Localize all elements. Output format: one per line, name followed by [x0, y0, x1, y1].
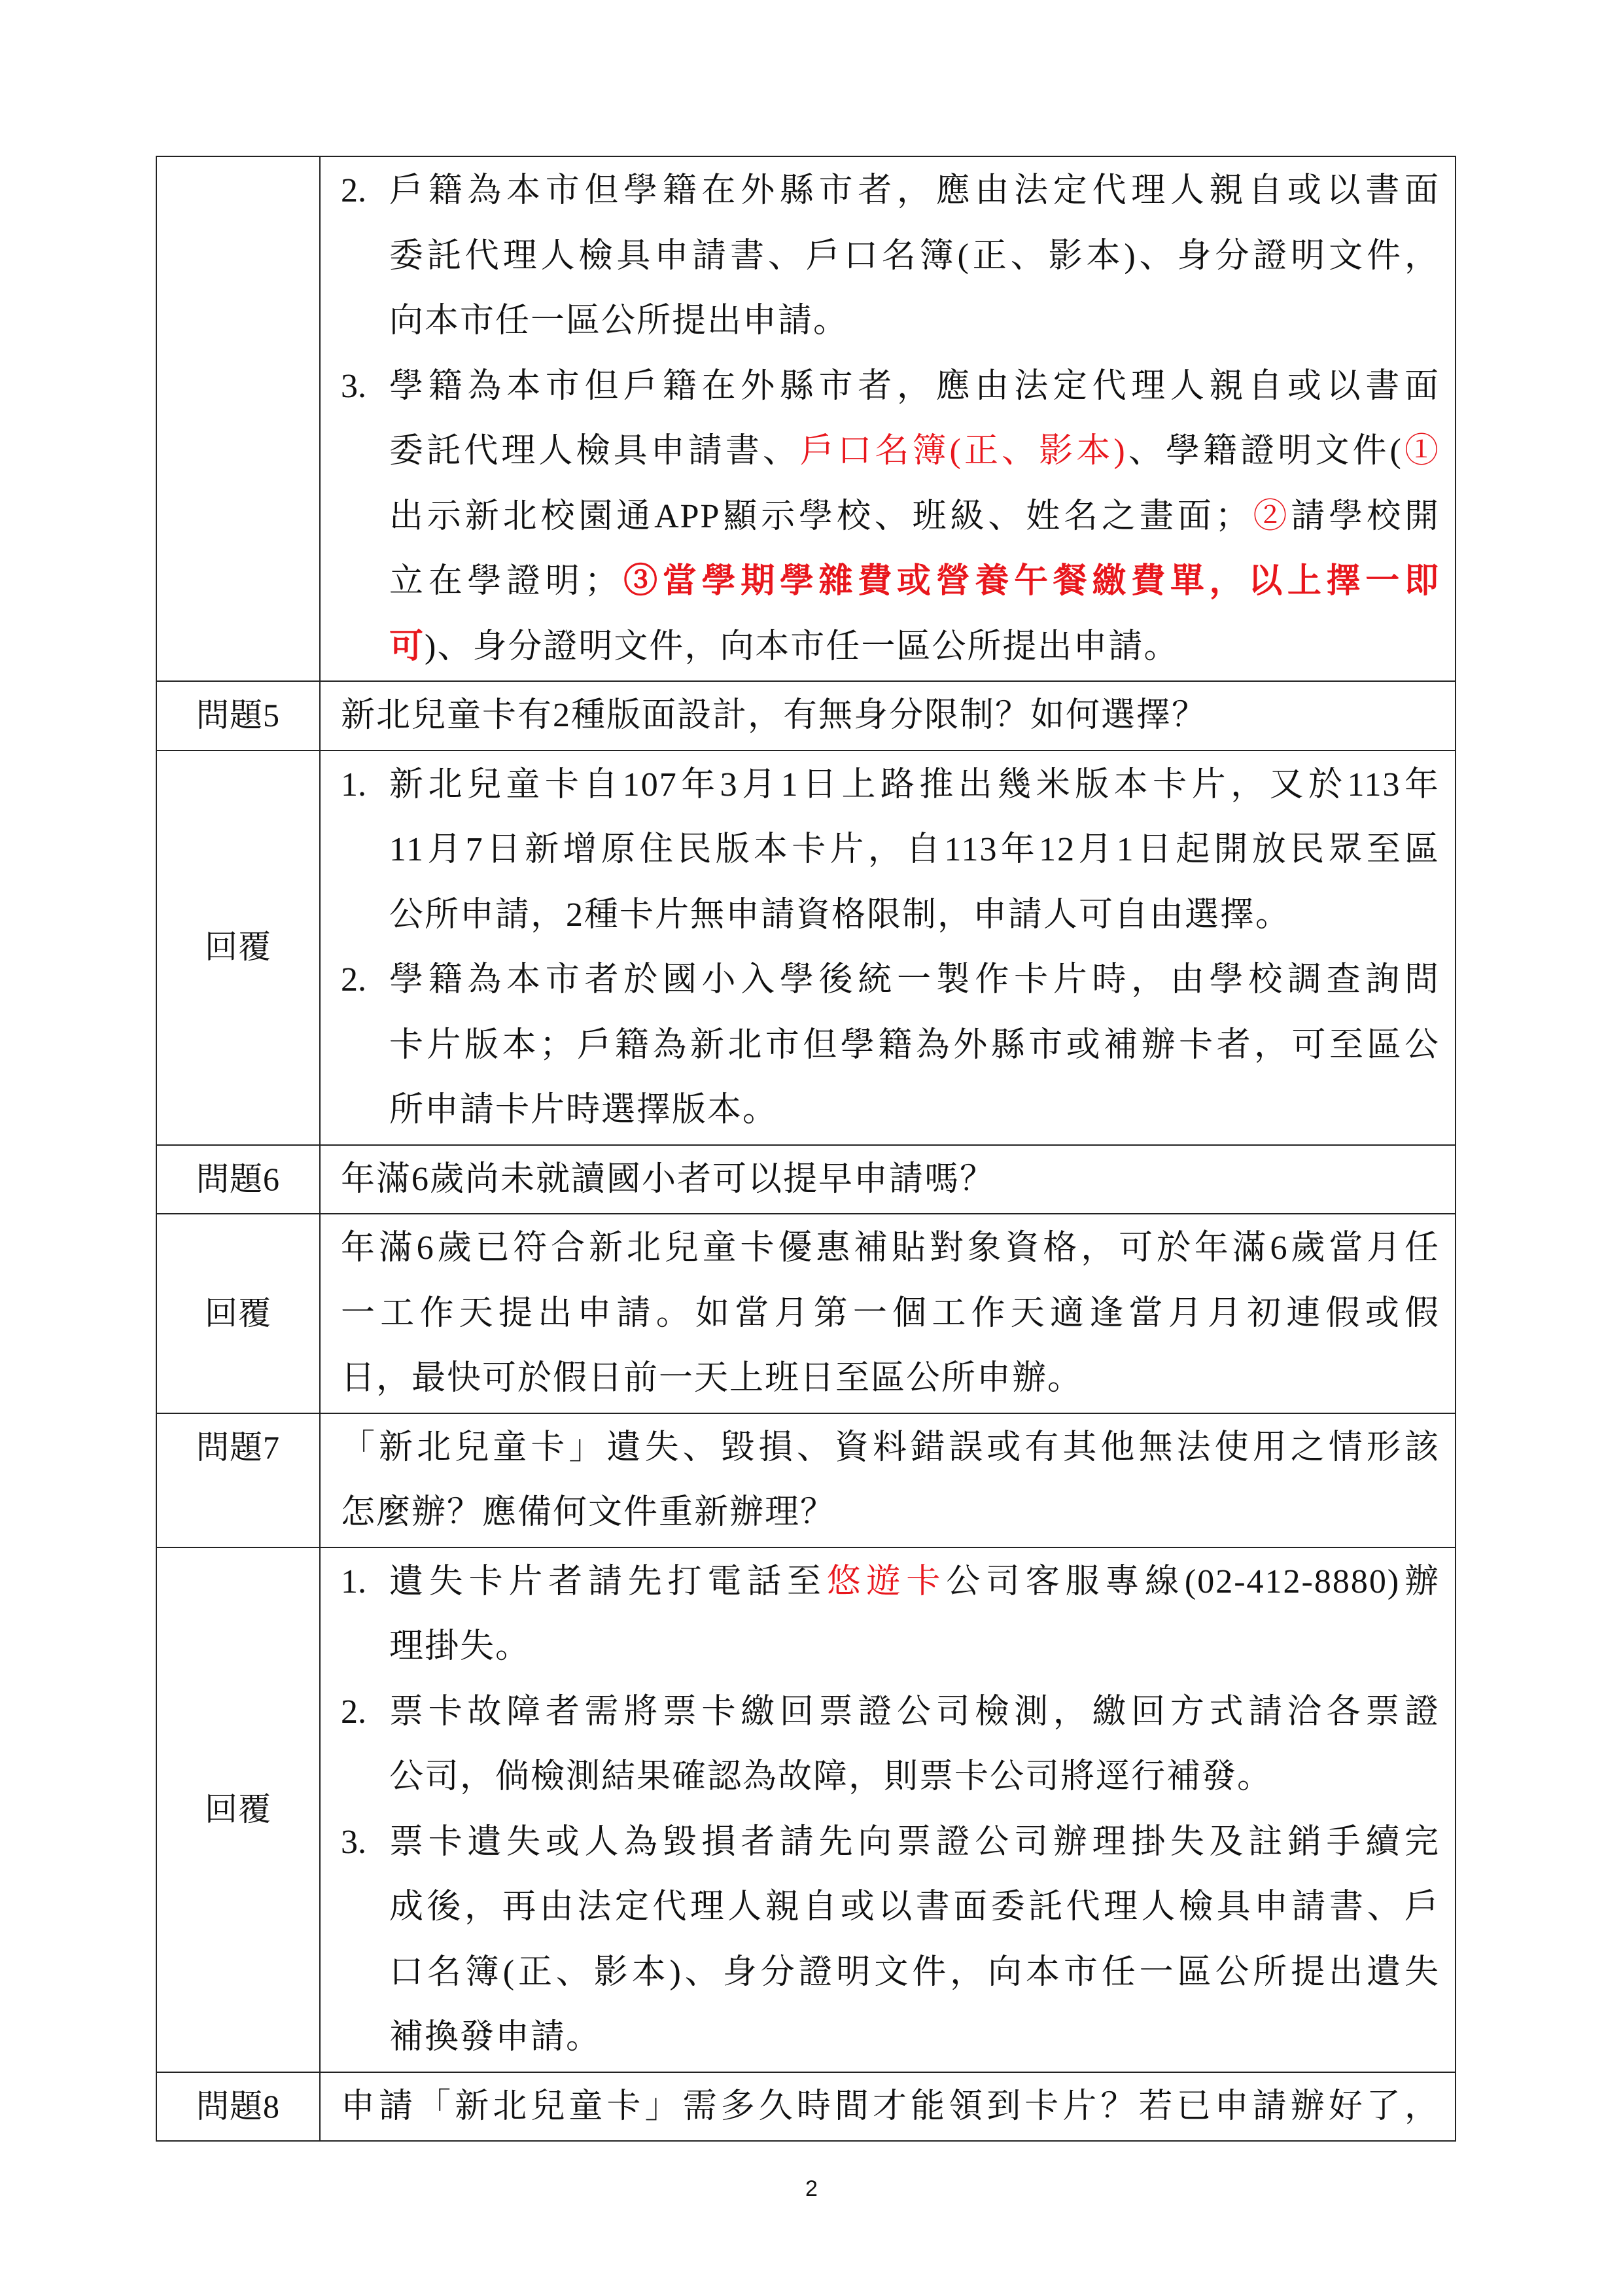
list-item	[341, 947, 1440, 1143]
text-segment: 公司客服專線(02-412-8880)辦	[946, 1563, 1440, 1600]
list-item-text	[389, 354, 1440, 680]
text-segment: 立在學證明；	[389, 563, 620, 600]
question-label: 問題7	[156, 1413, 320, 1547]
text-segment: 委託代理人檢具申請書、	[389, 433, 801, 470]
text-line	[389, 354, 1440, 419]
text-segment: 向本市任一區公所提出申請。	[389, 302, 849, 340]
text-line	[389, 1614, 1440, 1680]
text-segment: )、身分證明文件，向本市任一區公所提出申請。	[425, 627, 1179, 665]
question-label: 問題6	[156, 1145, 320, 1214]
text-line	[341, 1480, 1440, 1545]
answer-label: 回覆	[156, 1214, 320, 1413]
list-number: 1.	[341, 766, 366, 804]
text-segment: 公司，倘檢測結果確認為故障，則票卡公司將逕行補發。	[389, 1758, 1273, 1795]
text-line	[341, 1216, 1440, 1281]
text-segment: 戶籍為本市但學籍在外縣市者，應由法定代理人親自或以書面	[389, 172, 1440, 209]
answer-row	[156, 1214, 1456, 1413]
text-segment: 新北兒童卡有2種版面設計，有無身分限制？如何選擇？	[341, 697, 1208, 734]
list-item	[341, 1549, 1440, 1680]
answer-label: 回覆	[156, 1547, 320, 2072]
list-item	[341, 1810, 1440, 2070]
question-content	[320, 1413, 1456, 1547]
text-segment: 口名簿(正、影本)、身分證明文件，向本市任一區公所提出遺失	[389, 1953, 1440, 1991]
text-segment: 年滿6歲尚未就讀國小者可以提早申請嗎？	[341, 1160, 996, 1198]
text-line	[389, 1744, 1440, 1810]
text-line	[389, 614, 1440, 680]
text-line	[389, 1078, 1440, 1143]
list-item-text	[389, 752, 1440, 948]
text-segment: 學籍為本市者於國小入學後統一製作卡片時，由學校調查詢問	[389, 961, 1440, 998]
text-line	[389, 947, 1440, 1013]
answer-content	[320, 1547, 1456, 2072]
question-label: 問題5	[156, 681, 320, 751]
text-line	[389, 1940, 1440, 2005]
text-segment: 委託代理人檢具申請書、戶口名簿(正、影本)、身分證明文件，	[389, 237, 1440, 275]
text-segment: 「新北兒童卡」遺失、毀損、資料錯誤或有其他無法使用之情形該	[341, 1428, 1440, 1466]
list-number: 3.	[341, 367, 366, 405]
list-item-text	[389, 1549, 1440, 1680]
question-row	[156, 681, 1456, 751]
highlighted-text: ③當學期學雜費或營養午餐繳費單，以上擇一即	[620, 563, 1440, 600]
list-item	[341, 354, 1440, 680]
text-segment: 公所申請，2種卡片無申請資格限制，申請人可自由選擇。	[389, 896, 1291, 934]
question-label: 問題8	[156, 2072, 320, 2142]
text-line	[389, 2005, 1440, 2070]
text-segment: 、學籍證明文件(	[1126, 433, 1403, 470]
answer-content	[320, 1214, 1456, 1413]
text-segment: 申請「新北兒童卡」需多久時間才能領到卡片？若已申請辦好了，	[341, 2087, 1440, 2125]
text-segment: 卡片版本；戶籍為新北市但學籍為外縣市或補辦卡者，可至區公	[389, 1026, 1440, 1064]
highlighted-text: ②	[1250, 497, 1291, 535]
text-line	[389, 817, 1440, 883]
text-line	[389, 419, 1440, 484]
highlighted-text: 悠遊卡	[826, 1563, 947, 1600]
list-item	[341, 1680, 1440, 1810]
text-segment: 請學校開	[1291, 497, 1440, 535]
text-line	[341, 683, 1440, 749]
text-segment: 怎麼辦？應備何文件重新辦理？	[341, 1494, 836, 1531]
question-row	[156, 1413, 1456, 1547]
text-segment: 成後，再由法定代理人親自或以書面委託代理人檢具申請書、戶	[389, 1888, 1440, 1926]
answer-row	[156, 751, 1456, 1145]
question-content	[320, 1145, 1456, 1214]
text-line	[389, 484, 1440, 550]
answer-content	[320, 156, 1456, 681]
text-segment: 票卡故障者需將票卡繳回票證公司檢測，繳回方式請洽各票證	[389, 1693, 1440, 1731]
text-line	[389, 883, 1440, 948]
highlighted-text: ①	[1402, 433, 1440, 470]
list-item-text	[389, 947, 1440, 1143]
text-line	[389, 1810, 1440, 1875]
text-segment: 所申請卡片時選擇版本。	[389, 1091, 778, 1129]
list-number: 3.	[341, 1823, 366, 1861]
text-line	[341, 1281, 1440, 1347]
text-line	[389, 1875, 1440, 1940]
text-segment: 一工作天提出申請。如當月第一個工作天適逢當月月初連假或假	[341, 1294, 1440, 1332]
highlighted-text: 戶口名簿(正、影本)	[800, 433, 1126, 470]
text-line	[389, 224, 1440, 289]
question-row	[156, 1145, 1456, 1214]
list-item-text	[389, 1810, 1440, 2070]
page-number: 2	[805, 2176, 818, 2201]
text-line	[389, 289, 1440, 354]
faq-table-body	[156, 156, 1456, 2141]
question-content	[320, 2072, 1456, 2142]
text-segment: 11月7日新增原住民版本卡片，自113年12月1日起開放民眾至區	[389, 831, 1440, 868]
text-line	[389, 549, 1440, 614]
text-line	[389, 1680, 1440, 1745]
answer-row	[156, 1547, 1456, 2072]
text-line	[341, 1147, 1440, 1212]
text-segment: 年滿6歲已符合新北兒童卡優惠補貼對象資格，可於年滿6歲當月任	[341, 1229, 1440, 1267]
text-segment: 日，最快可於假日前一天上班日至區公所申辦。	[341, 1360, 1083, 1397]
highlighted-text: 可	[389, 627, 425, 665]
answer-label: 回覆	[156, 751, 320, 1145]
text-segment: 理掛失。	[389, 1628, 531, 1665]
list-item-text	[389, 158, 1440, 354]
text-segment: 補換發申請。	[389, 2019, 602, 2056]
answer-label	[156, 156, 320, 681]
answer-content	[320, 751, 1456, 1145]
text-segment: 新北兒童卡自107年3月1日上路推出幾米版本卡片，又於113年	[389, 766, 1440, 804]
text-segment: 票卡遺失或人為毀損者請先向票證公司辦理掛失及註銷手續完	[389, 1823, 1440, 1861]
list-number: 2.	[341, 172, 366, 209]
faq-table	[156, 156, 1456, 2142]
list-number: 1.	[341, 1563, 366, 1600]
text-line	[389, 158, 1440, 224]
list-item	[341, 158, 1440, 354]
text-line	[389, 1013, 1440, 1078]
text-line	[341, 1346, 1440, 1411]
answer-row	[156, 156, 1456, 681]
question-content	[320, 681, 1456, 751]
text-line	[341, 1415, 1440, 1481]
question-row	[156, 2072, 1456, 2142]
list-number: 2.	[341, 1693, 366, 1731]
list-item-text	[389, 1680, 1440, 1810]
text-line	[341, 2074, 1440, 2140]
text-line	[389, 752, 1440, 818]
text-segment: 學籍為本市但戶籍在外縣市者，應由法定代理人親自或以書面	[389, 367, 1440, 405]
list-number: 2.	[341, 961, 366, 998]
list-item	[341, 752, 1440, 948]
text-line	[389, 1549, 1440, 1615]
text-segment: 遺失卡片者請先打電話至	[389, 1563, 827, 1600]
text-segment: 出示新北校園通APP顯示學校、班級、姓名之畫面；	[389, 497, 1251, 535]
